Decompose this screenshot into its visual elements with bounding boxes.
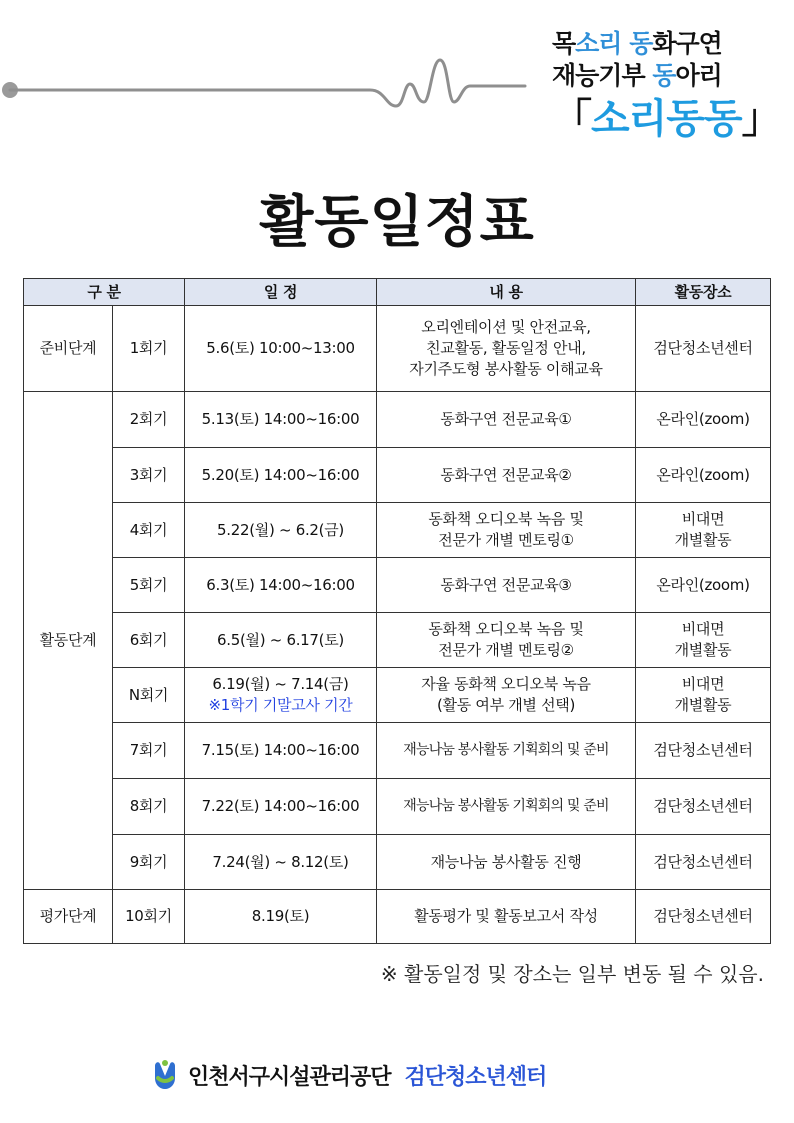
date-cell: 8.19(토) <box>185 890 377 944</box>
session-cell: 8회기 <box>113 779 185 835</box>
table-row <box>24 779 771 835</box>
date-cell: 5.22(월) ~ 6.2(금) <box>185 503 377 558</box>
content-cell: 오리엔테이션 및 안전교육, 친교활동, 활동일정 안내, 자기주도형 봉사활동 이해교육 <box>377 306 636 392</box>
session-cell: 9회기 <box>113 835 185 890</box>
date-cell: 5.6(토) 10:00~13:00 <box>185 306 377 392</box>
place-cell: 온라인(zoom) <box>636 558 771 613</box>
date-cell: 6.19(월) ~ 7.14(금) ※1학기 기말고사 기간 <box>185 668 377 723</box>
table-row <box>24 558 771 613</box>
center-name: 검단청소년센터 <box>404 1064 547 1090</box>
date-cell: 6.5(월) ~ 6.17(토) <box>185 613 377 668</box>
place-cell: 온라인(zoom) <box>636 392 771 448</box>
session-cell: 3회기 <box>113 448 185 503</box>
club-title-block <box>552 28 782 144</box>
content-cell: 동화책 오디오북 녹음 및 전문가 개별 멘토링② <box>377 613 636 668</box>
club-line-1: 목소리 동화구연 <box>552 29 722 58</box>
header-content: 내 용 <box>377 279 636 306</box>
header-schedule: 일 정 <box>185 279 377 306</box>
schedule-table <box>23 278 771 944</box>
date-cell: 7.22(토) 14:00~16:00 <box>185 779 377 835</box>
content-cell: 동화구연 전문교육① <box>377 392 636 448</box>
place-cell: 검단청소년센터 <box>636 723 771 779</box>
session-cell: 1회기 <box>113 306 185 392</box>
place-cell: 비대면 개별활동 <box>636 503 771 558</box>
date-cell: 7.15(토) 14:00~16:00 <box>185 723 377 779</box>
organization-logo-icon <box>150 1058 180 1092</box>
table-row <box>24 668 771 723</box>
content-cell: 활동평가 및 활동보고서 작성 <box>377 890 636 944</box>
date-cell: 5.13(토) 14:00~16:00 <box>185 392 377 448</box>
footer <box>150 1058 546 1092</box>
sound-wave-line-icon <box>0 40 540 150</box>
place-cell: 비대면 개별활동 <box>636 613 771 668</box>
table-row <box>24 723 771 779</box>
session-cell: 2회기 <box>113 392 185 448</box>
session-cell: 7회기 <box>113 723 185 779</box>
session-cell: N회기 <box>113 668 185 723</box>
table-row <box>24 835 771 890</box>
phase-activity: 활동단계 <box>24 392 113 890</box>
session-cell: 4회기 <box>113 503 185 558</box>
place-cell: 온라인(zoom) <box>636 448 771 503</box>
place-cell: 검단청소년센터 <box>636 890 771 944</box>
content-cell: 재능나눔 봉사활동 기획회의 및 준비 <box>377 779 636 835</box>
phase-eval: 평가단계 <box>24 890 113 944</box>
table-row <box>24 613 771 668</box>
date-cell: 7.24(월) ~ 8.12(토) <box>185 835 377 890</box>
header-category: 구 분 <box>24 279 185 306</box>
organization-name: 인천서구시설관리공단 <box>188 1064 391 1090</box>
table-header-row <box>24 279 771 306</box>
club-name: 「소리동동」 <box>552 96 781 142</box>
place-cell: 검단청소년센터 <box>636 306 771 392</box>
date-cell: 6.3(토) 14:00~16:00 <box>185 558 377 613</box>
session-cell: 5회기 <box>113 558 185 613</box>
content-cell: 자율 동화책 오디오북 녹음 (활동 여부 개별 선택) <box>377 668 636 723</box>
table-row <box>24 448 771 503</box>
date-cell: 5.20(토) 14:00~16:00 <box>185 448 377 503</box>
place-cell: 검단청소년센터 <box>636 835 771 890</box>
table-row <box>24 890 771 944</box>
table-row <box>24 306 771 392</box>
phase-prep: 준비단계 <box>24 306 113 392</box>
exam-period-note: ※1학기 기말고사 기간 <box>208 696 353 714</box>
session-cell: 6회기 <box>113 613 185 668</box>
table-row <box>24 392 771 448</box>
schedule-change-notice: ※ 활동일정 및 장소는 일부 변동 될 수 있음. <box>380 962 764 986</box>
club-line-2: 재능기부 동아리 <box>552 61 722 90</box>
place-cell: 비대면 개별활동 <box>636 668 771 723</box>
session-cell: 10회기 <box>113 890 185 944</box>
content-cell: 동화구연 전문교육② <box>377 448 636 503</box>
table-row <box>24 503 771 558</box>
header-place: 활동장소 <box>636 279 771 306</box>
place-cell: 검단청소년센터 <box>636 779 771 835</box>
page-title: 활동일정표 <box>259 190 535 255</box>
content-cell: 재능나눔 봉사활동 진행 <box>377 835 636 890</box>
content-cell: 동화구연 전문교육③ <box>377 558 636 613</box>
content-cell: 동화책 오디오북 녹음 및 전문가 개별 멘토링① <box>377 503 636 558</box>
content-cell: 재능나눔 봉사활동 기획회의 및 준비 <box>377 723 636 779</box>
